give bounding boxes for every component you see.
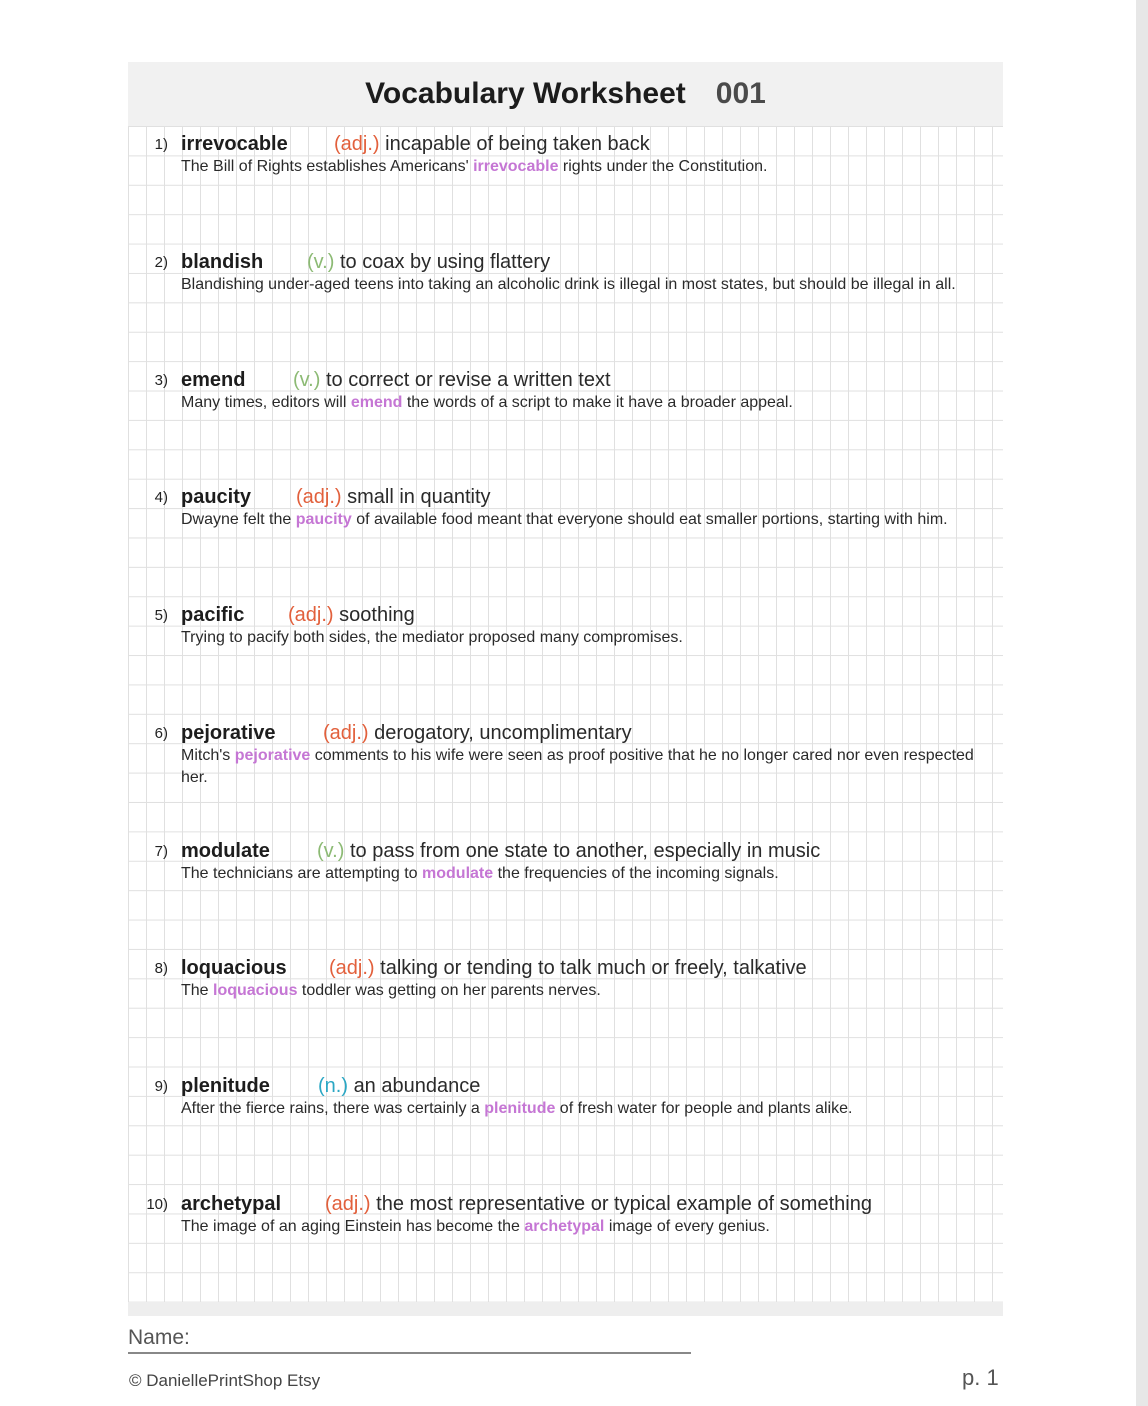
- entry-number: 3): [154, 372, 168, 389]
- sentence-text: of fresh water for people and plants alike.: [555, 1100, 853, 1117]
- entry-number: 4): [154, 489, 168, 506]
- part-of-speech: (adj.): [288, 604, 334, 626]
- vocab-word: blandish: [181, 251, 264, 273]
- vocab-word: archetypal: [181, 1193, 282, 1215]
- definition: to correct or revise a written text: [325, 369, 611, 391]
- vocab-entry: [128, 717, 1003, 827]
- definition: derogatory, uncomplimentary: [374, 722, 632, 744]
- vocab-entry: [128, 1070, 1003, 1180]
- vocab-entry: [128, 835, 1003, 945]
- sentence-text: the frequencies of the incoming signals.: [493, 865, 779, 882]
- sentence-text: the words of a script to make it have a broader appeal.: [402, 394, 793, 411]
- entry-number: 8): [154, 960, 168, 977]
- vocab-word: loquacious: [181, 957, 287, 979]
- example-sentence: [181, 156, 996, 178]
- vocab-entry: [128, 364, 1003, 474]
- sentence-text: The image of an aging Einstein has become the: [181, 1218, 525, 1235]
- name-label: Name:: [128, 1326, 190, 1349]
- entry-number: 7): [154, 843, 168, 860]
- highlighted-word: paucity: [295, 511, 352, 528]
- sentence-text: toddler was getting on her parents nerves.: [297, 982, 601, 999]
- part-of-speech: (v.): [293, 369, 321, 391]
- sentence-text: of available food meant that everyone should eat smaller portions, starting with him.: [351, 511, 948, 528]
- copyright: © DaniellePrintShop Etsy: [129, 1371, 321, 1390]
- entry-headline: [181, 483, 491, 511]
- sentence-text: comments to his wife were seen as proof positive that he no longer cared nor even respected her.: [181, 747, 974, 786]
- vocab-entry: [128, 599, 1003, 709]
- sentence-text: Many times, editors will: [181, 394, 351, 411]
- part-of-speech: (adj.): [325, 1193, 371, 1215]
- page-edge-strip: [1136, 0, 1148, 1406]
- part-of-speech: (adj.): [323, 722, 369, 744]
- definition: to coax by using flattery: [339, 251, 551, 273]
- page-number: p. 1: [962, 1365, 999, 1390]
- vocab-entry: [128, 1188, 1003, 1298]
- entry-number: 6): [154, 725, 168, 742]
- entry-number: 10): [146, 1196, 168, 1213]
- sentence-text: Trying to pacify both sides, the mediator proposed many compromises.: [181, 629, 683, 646]
- sentence-text: The Bill of Rights establishes Americans': [181, 158, 474, 175]
- vocabulary-list: [128, 126, 1003, 1302]
- definition: talking or tending to talk much or freely, talkative: [380, 957, 807, 979]
- example-sentence: [181, 627, 996, 649]
- example-sentence: [181, 863, 996, 885]
- worksheet: [128, 62, 1003, 1316]
- sentence-text: After the fierce rains, there was certainly a: [181, 1100, 485, 1117]
- definition: incapable of being taken back: [385, 133, 650, 155]
- entry-headline: [181, 248, 550, 276]
- entry-number: 1): [154, 136, 168, 153]
- vocab-word: pacific: [181, 604, 245, 626]
- sentence-text: The: [181, 982, 214, 999]
- example-sentence: [181, 745, 996, 789]
- entry-headline: [181, 1072, 480, 1100]
- highlighted-word: archetypal: [524, 1218, 605, 1235]
- part-of-speech: (v.): [307, 251, 335, 273]
- vocab-entry: [128, 246, 1003, 356]
- entry-headline: [181, 601, 415, 629]
- vocab-entry: [128, 952, 1003, 1062]
- example-sentence: [181, 509, 996, 531]
- definition: the most representative or typical example of something: [376, 1193, 872, 1215]
- part-of-speech: (adj.): [329, 957, 375, 979]
- highlighted-word: pejorative: [234, 747, 311, 764]
- sentence-text: Dwayne felt the: [181, 511, 296, 528]
- title-text: Vocabulary Worksheet: [365, 77, 686, 110]
- highlighted-word: loquacious: [213, 982, 298, 999]
- entry-number: 5): [154, 607, 168, 624]
- definition: small in quantity: [347, 486, 491, 508]
- entry-headline: [181, 719, 632, 747]
- vocab-word: emend: [181, 369, 246, 391]
- example-sentence: [181, 1216, 996, 1238]
- vocab-entry: [128, 128, 1003, 238]
- entry-headline: [181, 837, 820, 865]
- vocab-word: modulate: [181, 840, 270, 862]
- sentence-text: Mitch's: [181, 747, 235, 764]
- footer-band: [128, 1302, 1003, 1316]
- definition: an abundance: [353, 1075, 481, 1097]
- entry-headline: [181, 954, 807, 982]
- vocab-word: plenitude: [181, 1075, 270, 1097]
- sentence-text: Blandishing under-aged teens into taking an alcoholic drink is illegal in most states, but should be illegal in all.: [181, 276, 956, 293]
- vocab-word: pejorative: [181, 722, 276, 744]
- part-of-speech: (v.): [317, 840, 345, 862]
- entry-headline: [181, 1190, 872, 1218]
- vocab-word: irrevocable: [181, 133, 288, 155]
- name-field[interactable]: [128, 1322, 691, 1354]
- entry-headline: [181, 130, 650, 158]
- vocab-entry: [128, 481, 1003, 591]
- highlighted-word: modulate: [422, 865, 494, 882]
- definition: to pass from one state to another, especially in music: [349, 840, 821, 862]
- sentence-text: image of every genius.: [604, 1218, 770, 1235]
- vocab-word: paucity: [181, 486, 252, 508]
- sentence-text: The technicians are attempting to: [181, 865, 423, 882]
- example-sentence: [181, 980, 996, 1002]
- sentence-text: rights under the Constitution.: [558, 158, 768, 175]
- example-sentence: [181, 392, 996, 414]
- entry-headline: [181, 366, 611, 394]
- highlighted-word: emend: [350, 394, 403, 411]
- entry-number: 2): [154, 254, 168, 271]
- page-title: [128, 62, 1003, 126]
- worksheet-number: 001: [715, 77, 766, 110]
- part-of-speech: (adj.): [296, 486, 342, 508]
- definition: soothing: [339, 604, 415, 626]
- example-sentence: [181, 274, 996, 296]
- part-of-speech: (adj.): [334, 133, 380, 155]
- highlighted-word: plenitude: [484, 1100, 556, 1117]
- part-of-speech: (n.): [318, 1075, 348, 1097]
- entry-number: 9): [154, 1078, 168, 1095]
- highlighted-word: irrevocable: [473, 158, 559, 175]
- example-sentence: [181, 1098, 996, 1120]
